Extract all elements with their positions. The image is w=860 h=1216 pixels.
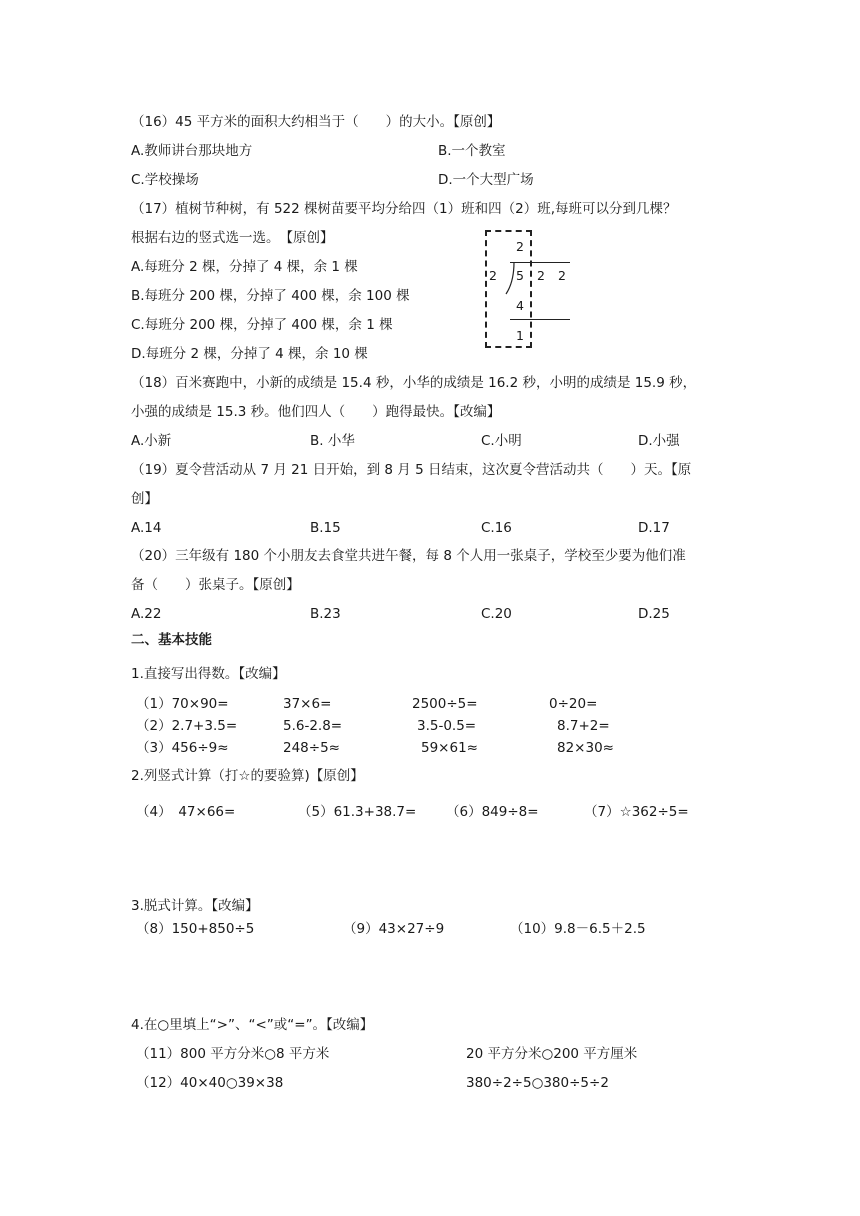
s1-r3-c3: 59×61≈ [421, 740, 478, 756]
q18-option-a: A.小新 [131, 433, 172, 449]
s3-item-8: （8）150+850÷5 [136, 921, 255, 937]
q19-stem-line1: （19）夏令营活动从 7 月 21 日开始，到 8 月 5 日结束，这次夏令营活动共（ ）天。【原 [131, 462, 692, 478]
division-product: 4 [516, 298, 524, 313]
q19-option-c: C.16 [481, 520, 512, 536]
q17-stem-line1: （17）植树节种树，有 522 棵树苗要平均分给四（1）班和四（2）班,每班可以分到几棵？ [131, 201, 677, 217]
division-subtract-line [510, 319, 570, 320]
s3-item-10: （10）9.8－6.5＋2.5 [510, 921, 646, 937]
division-bar [510, 262, 570, 263]
s1-title: 1.直接写出得数。【改编】 [131, 666, 286, 682]
q17-stem-line2: 根据右边的竖式选一选。 【原创】 [131, 230, 334, 246]
q20-option-c: C.20 [481, 606, 512, 622]
q18-stem-line1: （18）百米赛跑中，小新的成绩是 15.4 秒，小华的成绩是 16.2 秒，小明的成绩是 15.9 秒， [131, 375, 697, 391]
q18-stem-line2: 小强的成绩是 15.3 秒。他们四人（ ）跑得最快。【改编】 [131, 404, 501, 420]
s2-item-5: （5）61.3+38.7= [298, 804, 417, 820]
division-dividend-digit-1: 5 [516, 268, 524, 283]
q19-option-a: A.14 [131, 520, 162, 536]
s1-r1-c2: 37×6= [283, 696, 332, 712]
s4-item-11-left: （11）800 平方分米○8 平方米 [136, 1046, 330, 1062]
s4-item-12-right: 380÷2÷5○380÷5÷2 [466, 1075, 609, 1091]
q16-stem: （16）45 平方米的面积大约相当于（ ）的大小。【原创】 [131, 114, 501, 130]
s4-item-12-left: （12）40×40○39×38 [136, 1075, 284, 1091]
q20-option-a: A.22 [131, 606, 162, 622]
q19-stem-line2: 创】 [131, 491, 158, 507]
q18-option-d: D.小强 [638, 433, 680, 449]
q16-option-c: C.学校操场 [131, 172, 199, 188]
s1-r2-c2: 5.6-2.8= [283, 718, 343, 734]
q16-option-d: D.一个大型广场 [438, 172, 534, 188]
s2-item-7: （7）☆362÷5= [584, 804, 689, 820]
q19-option-b: B.15 [310, 520, 341, 536]
division-dividend-digit-2: 2 [537, 268, 545, 283]
q17-option-d: D.每班分 2 棵，分掉了 4 棵，余 10 棵 [131, 346, 368, 362]
q20-stem-line2: 备（ ）张桌子。【原创】 [131, 577, 300, 593]
s2-item-4: （4） 47×66= [136, 804, 236, 820]
s1-r2-c3: 3.5-0.5= [417, 718, 477, 734]
division-remainder: 1 [516, 328, 524, 343]
s2-title: 2.列竖式计算（打☆的要验算)【原创】 [131, 768, 364, 784]
s3-title: 3.脱式计算。【改编】 [131, 898, 259, 914]
q17-option-c: C.每班分 200 棵，分掉了 400 棵，余 1 棵 [131, 317, 393, 333]
s1-r3-c1: （3）456÷9≈ [136, 740, 229, 756]
q17-option-b: B.每班分 200 棵，分掉了 400 棵，余 100 棵 [131, 288, 410, 304]
s3-item-9: （9）43×27÷9 [343, 921, 445, 937]
s1-r1-c4: 0÷20= [549, 696, 598, 712]
q16-option-b: B.一个教室 [438, 143, 506, 159]
q17-option-a: A.每班分 2 棵，分掉了 4 棵，余 1 棵 [131, 259, 358, 275]
q18-option-b: B. 小华 [310, 433, 355, 449]
s1-r1-c3: 2500÷5= [412, 696, 478, 712]
q19-option-d: D.17 [638, 520, 670, 536]
s1-r2-c1: （2）2.7+3.5= [136, 718, 238, 734]
s4-title: 4.在○里填上“>”、“<”或“=”。【改编】 [131, 1017, 374, 1033]
division-divisor: 2 [489, 268, 497, 283]
s1-r1-c1: （1）70×90= [136, 696, 229, 712]
s2-item-6: （6）849÷8= [446, 804, 539, 820]
s4-item-11-right: 20 平方分米○200 平方厘米 [466, 1046, 638, 1062]
q20-option-b: B.23 [310, 606, 341, 622]
q18-option-c: C.小明 [481, 433, 522, 449]
section-2-title: 二、基本技能 [131, 632, 212, 648]
q16-option-a: A.教师讲台那块地方 [131, 143, 253, 159]
division-quotient: 2 [516, 239, 524, 254]
s1-r2-c4: 8.7+2= [557, 718, 610, 734]
s1-r3-c4: 82×30≈ [557, 740, 614, 756]
q20-option-d: D.25 [638, 606, 670, 622]
q20-stem-line1: （20）三年级有 180 个小朋友去食堂共进午餐，每 8 个人用一张桌子，学校至少要为他们准 [131, 548, 686, 564]
s1-r3-c2: 248÷5≈ [283, 740, 340, 756]
division-dividend-digit-3: 2 [558, 268, 566, 283]
